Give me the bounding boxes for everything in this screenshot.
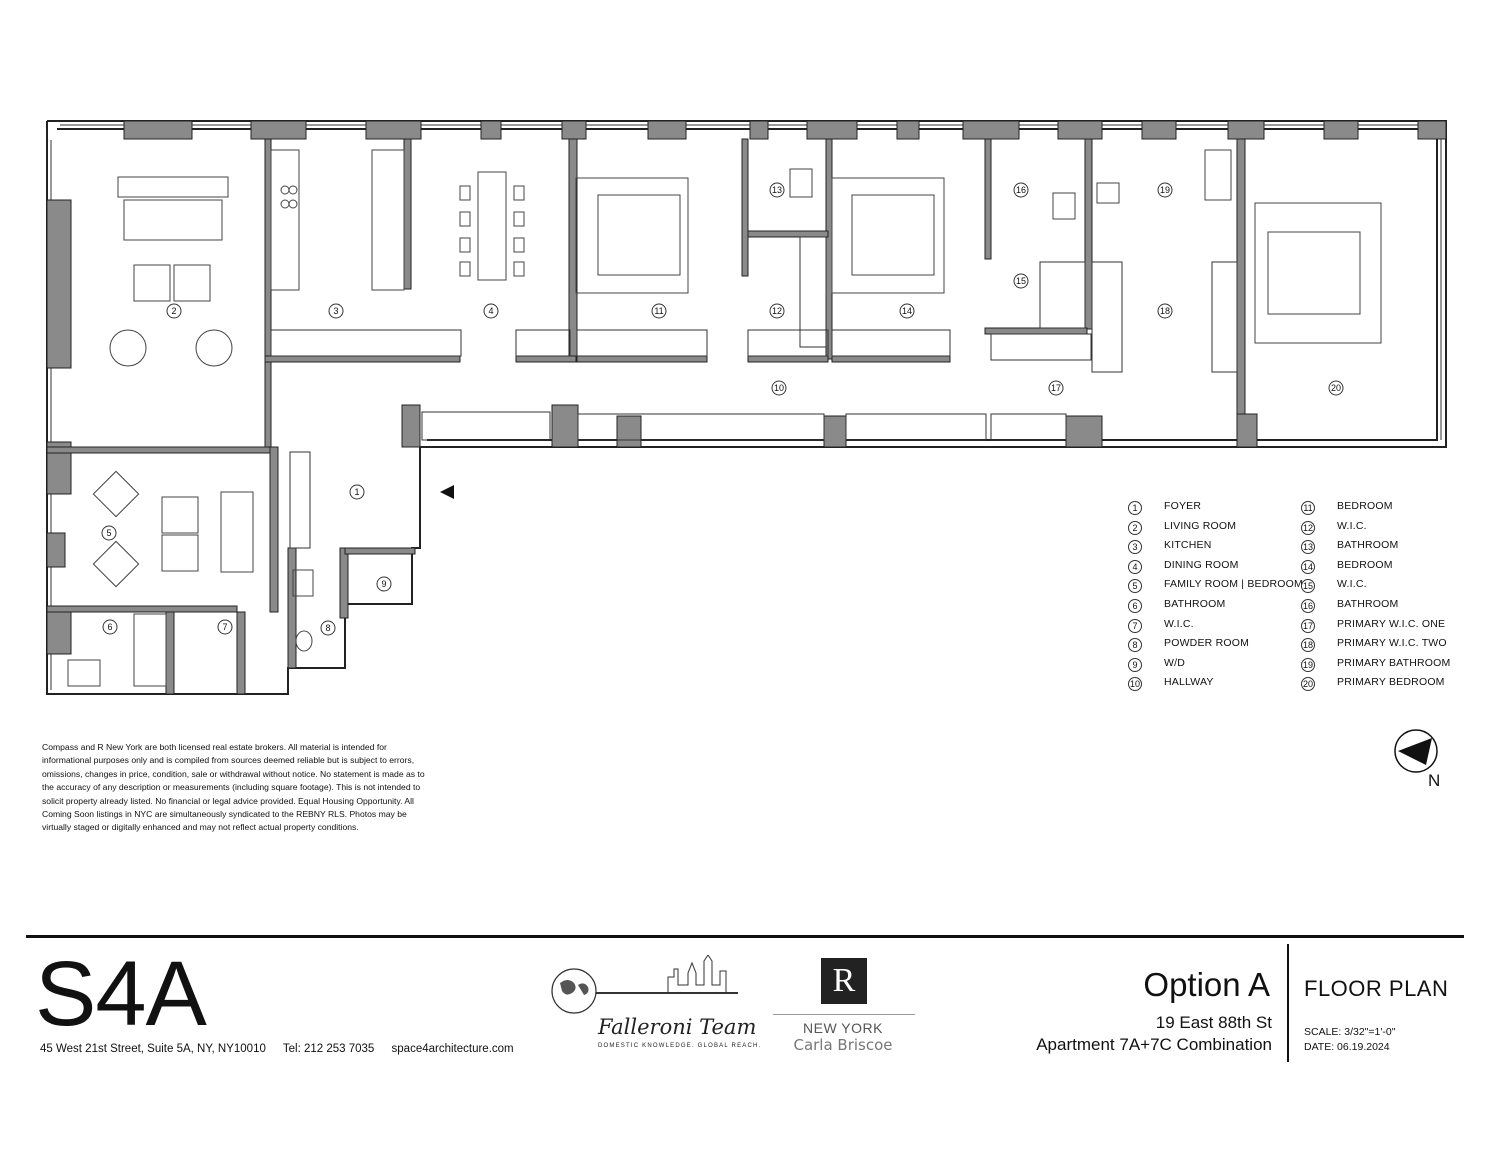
legend-number: 19 <box>1302 659 1313 670</box>
broker-logo-rule <box>773 1014 915 1015</box>
firm-address: 45 West 21st Street, Suite 5A, NY, NY10010 <box>40 1043 266 1055</box>
svg-text:20: 20 <box>1330 383 1342 393</box>
room-tag-9 <box>377 577 391 591</box>
north-label: N <box>1428 771 1441 790</box>
svg-text:3: 3 <box>333 306 339 316</box>
legend-number: 2 <box>1128 521 1142 535</box>
legend-number: 14 <box>1302 561 1313 572</box>
disclaimer-text: Compass and R New York are both licensed real estate brokers. All material is intended for informational purposes only and is compiled from sources deemed reliable but is subject to errors, omissions, changes in price, condition, sale or withdrawal without notice. No statement is made as to the accuracy of any description or measurements (including square footage). This is not intended to solicit property already listed. No financial or legal advice provided. Equal Housing Opportunity. All Coming Soon listings in NYC are simultaneously syndicated to the REBNY RLS. Photos may be virtually staged or digitally enhanced and may not reflect actual property conditions. <box>42 742 425 833</box>
legend-number: 15 <box>1302 581 1313 592</box>
legend-label: KITCHEN <box>1164 539 1212 552</box>
room-tag-8 <box>321 621 335 635</box>
legend-label: PRIMARY BEDROOM <box>1337 676 1445 689</box>
firm-website: space4architecture.com <box>391 1043 514 1055</box>
legend-number: 16 <box>1302 601 1313 611</box>
title-block-divider <box>1287 944 1289 1062</box>
svg-text:1: 1 <box>354 487 360 497</box>
legend-item <box>1301 578 1367 593</box>
legend-item <box>1301 539 1399 554</box>
firm-logo: S4A <box>35 943 206 1045</box>
interior-walls <box>47 139 1257 694</box>
legend-number: 3 <box>1128 540 1142 554</box>
legend-item <box>1301 519 1367 535</box>
team-name: Falleroni Team <box>598 1015 757 1039</box>
legend-number: 1 <box>1128 501 1142 515</box>
svg-text:2: 2 <box>171 306 177 316</box>
room-tag-12 <box>770 304 784 318</box>
legend-number: 20 <box>1302 679 1313 690</box>
bath-fixtures <box>68 150 1231 689</box>
room-tag-4 <box>484 304 498 318</box>
legend-item <box>1301 617 1446 633</box>
legend-number: 8 <box>1128 638 1142 652</box>
legend-item <box>1128 578 1303 593</box>
title-block-rule <box>26 935 1464 938</box>
legend-label: POWDER ROOM <box>1164 637 1250 650</box>
legend-item <box>1128 500 1202 515</box>
legend-label: FAMILY ROOM | BEDROOM <box>1164 578 1303 591</box>
room-tag-2 <box>167 304 181 318</box>
room-tag-1 <box>350 485 364 499</box>
svg-text:17: 17 <box>1050 383 1062 393</box>
falleroni-team-logo <box>548 955 743 1015</box>
legend-item <box>1128 539 1212 554</box>
svg-text:9: 9 <box>381 579 387 589</box>
svg-text:5: 5 <box>106 528 112 538</box>
legend-number: 11 <box>1301 501 1315 515</box>
legend-label: DINING ROOM <box>1164 558 1239 571</box>
legend-item <box>1128 558 1239 574</box>
svg-text:14: 14 <box>901 306 913 316</box>
room-tag-11 <box>652 304 666 318</box>
legend-label: FOYER <box>1164 500 1202 512</box>
firm-address-line <box>40 1043 528 1055</box>
property-street: 19 East 88th St <box>1155 1013 1272 1032</box>
entry-arrow-icon <box>440 485 454 499</box>
svg-text:7: 7 <box>222 622 228 632</box>
north-arrow-icon <box>1395 730 1437 772</box>
broker-logo-mark: R <box>821 958 867 1004</box>
legend-item <box>1128 656 1186 672</box>
room-tag-18 <box>1158 304 1172 318</box>
legend-item <box>1301 500 1393 515</box>
legend-number: 10 <box>1129 679 1140 690</box>
legend-item <box>1301 558 1393 574</box>
legend-label: BATHROOM <box>1164 598 1226 610</box>
legend-item <box>1128 637 1250 652</box>
svg-text:18: 18 <box>1159 306 1171 316</box>
legend-label: W/D <box>1164 656 1186 669</box>
room-tag-16 <box>1014 183 1028 197</box>
room-tag-3 <box>329 304 343 318</box>
legend-item <box>1128 519 1237 535</box>
legend-item <box>1128 676 1214 691</box>
broker-city: NEW YORK <box>803 1020 883 1036</box>
property-apartment: Apartment 7A+7C Combination <box>1036 1035 1272 1054</box>
room-tag-14 <box>900 304 914 318</box>
room-tag-19 <box>1158 183 1172 197</box>
legend-label: BEDROOM <box>1337 558 1393 571</box>
room-tag-20 <box>1329 381 1343 395</box>
room-tag-6 <box>103 620 117 634</box>
legend-label: W.I.C. <box>1164 617 1194 630</box>
firm-phone: Tel: 212 253 7035 <box>282 1043 375 1055</box>
svg-text:10: 10 <box>773 383 785 393</box>
legend-label: W.I.C. <box>1337 519 1367 532</box>
legend-number: 5 <box>1128 579 1142 593</box>
option-title: Option A <box>1143 966 1270 1003</box>
legend-item <box>1301 598 1399 613</box>
svg-text:11: 11 <box>654 306 664 316</box>
legend-item <box>1128 617 1194 633</box>
legend-label: PRIMARY W.I.C. ONE <box>1337 617 1446 630</box>
legend-number: 6 <box>1128 599 1142 613</box>
sheet-title: FLOOR PLAN <box>1304 976 1449 1001</box>
legend-label: BEDROOM <box>1337 500 1393 512</box>
legend-label: BATHROOM <box>1337 598 1399 610</box>
svg-text:6: 6 <box>107 622 113 632</box>
room-tag-10 <box>772 381 786 395</box>
dining-table <box>460 172 524 280</box>
legend-number: 4 <box>1128 560 1142 574</box>
legend-label: PRIMARY W.I.C. TWO <box>1337 637 1447 650</box>
living-room-furniture <box>110 177 232 366</box>
room-tag-13 <box>770 183 784 197</box>
svg-text:16: 16 <box>1015 185 1027 195</box>
legend-label: HALLWAY <box>1164 676 1214 689</box>
svg-text:13: 13 <box>771 185 783 195</box>
legend-label: PRIMARY BATHROOM <box>1337 656 1451 669</box>
legend-item <box>1301 637 1447 652</box>
legend-label: W.I.C. <box>1337 578 1367 591</box>
legend-label: BATHROOM <box>1337 539 1399 552</box>
legend-number: 12 <box>1302 522 1313 533</box>
svg-text:19: 19 <box>1159 185 1171 195</box>
kitchen-counters <box>271 150 404 290</box>
legend-label: LIVING ROOM <box>1164 519 1237 532</box>
legend-number: 13 <box>1302 542 1313 553</box>
sheet-scale: SCALE: 3/32"=1'-0" <box>1304 1026 1396 1038</box>
svg-text:8: 8 <box>325 623 331 633</box>
svg-text:15: 15 <box>1015 276 1027 286</box>
legend-item <box>1301 676 1445 691</box>
room-tag-5 <box>102 526 116 540</box>
sheet-date: DATE: 06.19.2024 <box>1304 1041 1390 1053</box>
svg-text:4: 4 <box>488 306 494 316</box>
legend-item <box>1301 656 1451 672</box>
legend-item <box>1128 598 1226 613</box>
closets <box>271 237 1237 548</box>
room-tag-7 <box>218 620 232 634</box>
legend-number: 18 <box>1302 640 1313 651</box>
legend-number: 9 <box>1128 658 1142 672</box>
room-tag-15 <box>1014 274 1028 288</box>
svg-text:12: 12 <box>771 306 783 316</box>
room-tag-17 <box>1049 381 1063 395</box>
broker-agent: Carla Briscoe <box>793 1036 893 1054</box>
legend-number: 17 <box>1302 620 1313 631</box>
team-tagline: DOMESTIC KNOWLEDGE. GLOBAL REACH. <box>598 1043 762 1049</box>
legend-number: 7 <box>1128 619 1142 633</box>
